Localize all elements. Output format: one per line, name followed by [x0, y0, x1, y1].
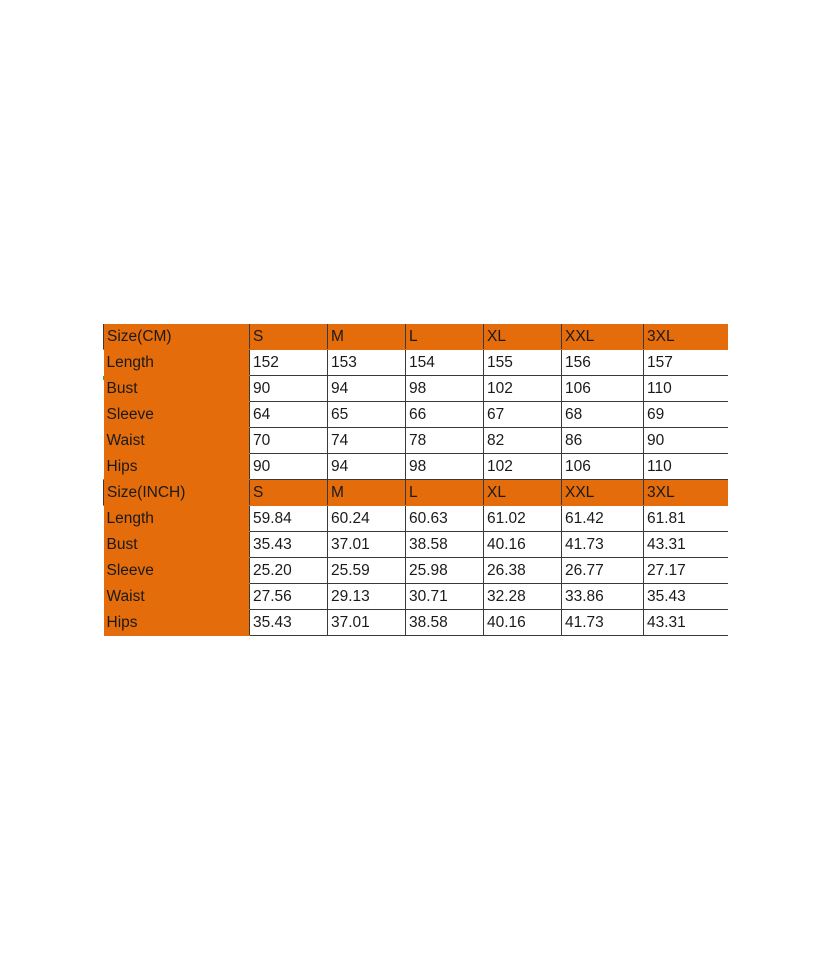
table-cell: 38.58: [406, 610, 484, 636]
table-row: [104, 402, 728, 428]
table-cell: 68: [562, 402, 644, 428]
table-cell: 59.84: [250, 506, 328, 532]
inch-header-row: [104, 480, 728, 506]
table-cell: 25.59: [328, 558, 406, 584]
table-row: [104, 584, 728, 610]
table-cell: 26.38: [484, 558, 562, 584]
table-cell: 27.56: [250, 584, 328, 610]
table-cell: 94: [328, 454, 406, 480]
table-cell: 74: [328, 428, 406, 454]
table-cell: 30.71: [406, 584, 484, 610]
table-cell: 98: [406, 454, 484, 480]
table-cell: 41.73: [562, 532, 644, 558]
table-cell: 154: [406, 350, 484, 376]
table-cell: 155: [484, 350, 562, 376]
table-cell: 102: [484, 376, 562, 402]
table-cell: 66: [406, 402, 484, 428]
table-cell: 86: [562, 428, 644, 454]
row-label: Length: [104, 506, 250, 532]
table-cell: 82: [484, 428, 562, 454]
header-cell: M: [328, 480, 406, 506]
row-label: Waist: [104, 584, 250, 610]
table-cell: 98: [406, 376, 484, 402]
table-cell: 110: [644, 454, 728, 480]
table-cell: 25.98: [406, 558, 484, 584]
cm-header-row: [104, 324, 728, 350]
table-row: [104, 610, 728, 636]
table-cell: 43.31: [644, 610, 728, 636]
table-cell: 35.43: [250, 532, 328, 558]
header-cell: XXL: [562, 480, 644, 506]
table-cell: 29.13: [328, 584, 406, 610]
table-cell: 35.43: [644, 584, 728, 610]
table-row: [104, 428, 728, 454]
table-cell: 40.16: [484, 610, 562, 636]
table-row: [104, 558, 728, 584]
table-cell: 27.17: [644, 558, 728, 584]
table-cell: 90: [250, 454, 328, 480]
table-cell: 32.28: [484, 584, 562, 610]
table-cell: 37.01: [328, 610, 406, 636]
table-cell: 153: [328, 350, 406, 376]
row-label: Bust: [104, 532, 250, 558]
table-cell: 152: [250, 350, 328, 376]
table-cell: 106: [562, 454, 644, 480]
table-cell: 90: [644, 428, 728, 454]
table-cell: 78: [406, 428, 484, 454]
header-cell: M: [328, 324, 406, 350]
table-cell: 35.43: [250, 610, 328, 636]
table-cell: 61.42: [562, 506, 644, 532]
header-cell: XL: [484, 324, 562, 350]
row-label: Sleeve: [104, 558, 250, 584]
table-cell: 40.16: [484, 532, 562, 558]
table-cell: 90: [250, 376, 328, 402]
table-cell: 26.77: [562, 558, 644, 584]
header-cell: L: [406, 480, 484, 506]
table-cell: 157: [644, 350, 728, 376]
header-cell: L: [406, 324, 484, 350]
size-chart-table: [103, 324, 728, 636]
row-label: Bust: [104, 376, 250, 402]
table-cell: 60.63: [406, 506, 484, 532]
table-cell: 61.02: [484, 506, 562, 532]
header-cell: XL: [484, 480, 562, 506]
row-label: Hips: [104, 454, 250, 480]
table-cell: 65: [328, 402, 406, 428]
table-cell: 64: [250, 402, 328, 428]
table-cell: 102: [484, 454, 562, 480]
table-cell: 67: [484, 402, 562, 428]
row-label: Hips: [104, 610, 250, 636]
header-cell: Size(INCH): [104, 480, 250, 506]
table-row: [104, 532, 728, 558]
table-cell: 37.01: [328, 532, 406, 558]
table-cell: 94: [328, 376, 406, 402]
table-cell: 25.20: [250, 558, 328, 584]
table-row: [104, 454, 728, 480]
table-cell: 38.58: [406, 532, 484, 558]
row-label: Sleeve: [104, 402, 250, 428]
table-cell: 110: [644, 376, 728, 402]
table-cell: 33.86: [562, 584, 644, 610]
table-cell: 70: [250, 428, 328, 454]
table-cell: 43.31: [644, 532, 728, 558]
table-row: [104, 376, 728, 402]
header-cell: S: [250, 480, 328, 506]
row-label: Length: [104, 350, 250, 376]
header-cell: S: [250, 324, 328, 350]
table-row: [104, 350, 728, 376]
row-label: Waist: [104, 428, 250, 454]
header-cell: Size(CM): [104, 324, 250, 350]
table-cell: 60.24: [328, 506, 406, 532]
table-cell: 106: [562, 376, 644, 402]
header-cell: XXL: [562, 324, 644, 350]
table-cell: 41.73: [562, 610, 644, 636]
table-cell: 156: [562, 350, 644, 376]
table-cell: 69: [644, 402, 728, 428]
header-cell: 3XL: [644, 324, 728, 350]
table-row: [104, 506, 728, 532]
table-cell: 61.81: [644, 506, 728, 532]
header-cell: 3XL: [644, 480, 728, 506]
